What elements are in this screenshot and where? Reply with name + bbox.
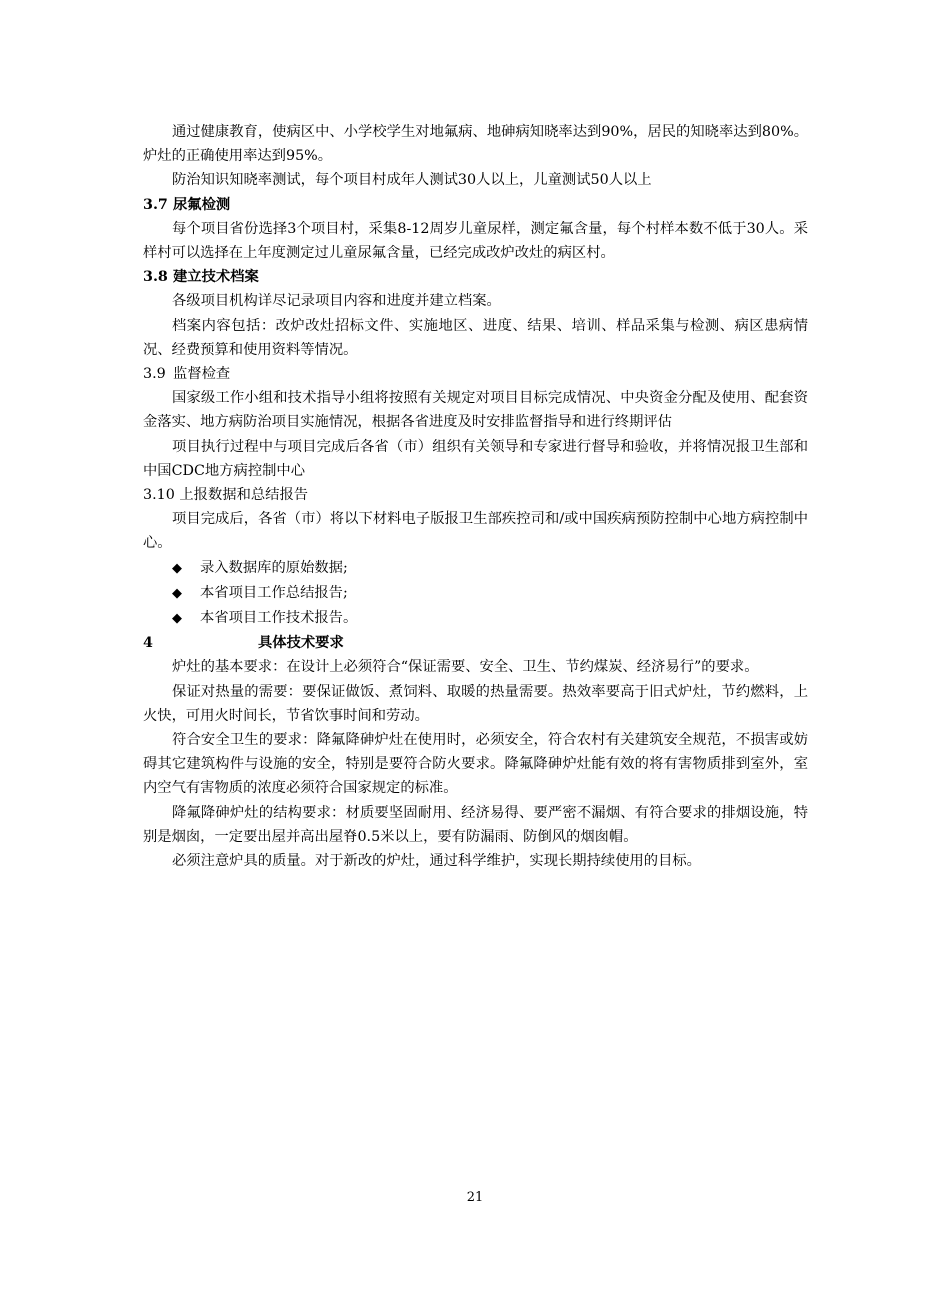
paragraph: 降氟降砷炉灶的结构要求：材质要坚固耐用、经济易得、要严密不漏烟、有符合要求的排烟设施，特别是烟囱，一定要出屋并高出屋脊0.5米以上，要有防漏雨、防倒风的烟囱帽。 — [143, 804, 808, 845]
diamond-bullet-icon: ◆ — [172, 611, 182, 627]
bullet-item — [143, 606, 808, 631]
section-title: 具体技术要求 — [258, 635, 344, 652]
paragraph: 通过健康教育，使病区中、小学校学生对地氟病、地砷病知晓率达到90%，居民的知晓率达到80%。炉灶的正确使用率达到95%。 — [143, 124, 808, 165]
section-number: 4 — [143, 635, 153, 652]
section-number: 3.8 — [143, 269, 168, 286]
paragraph: 炉灶的基本要求：在设计上必须符合“保证需要、安全、卫生、节约煤炭、经济易行”的要求。 — [172, 659, 759, 676]
paragraph: 符合安全卫生的要求：降氟降砷炉灶在使用时，必须安全，符合农村有关建筑安全规范，不损害或妨碍其它建筑构件与设施的安全，特别是要符合防火要求。降氟降砷炉灶能有效的将有害物质排到室外，室内空气有害物质的浓度必须符合国家规定的标准。 — [143, 732, 808, 797]
section-title: 建立技术档案 — [173, 269, 259, 286]
bullet-item — [143, 581, 808, 606]
diamond-bullet-icon: ◆ — [172, 560, 182, 576]
bullet-text: 录入数据库的原始数据; — [200, 559, 348, 576]
document-body — [143, 120, 808, 873]
paragraph: 档案内容包括：改炉改灶招标文件、实施地区、进度、结果、培训、样品采集与检测、病区患病情况、经费预算和使用资料等情况。 — [143, 317, 808, 358]
bullet-item — [143, 556, 808, 581]
section-heading-3-8 — [143, 265, 808, 289]
section-heading-3-9 — [143, 362, 808, 386]
paragraph: 项目执行过程中与项目完成后各省（市）组织有关领导和专家进行督导和验收，并将情况报卫生部和中国CDC地方病控制中心 — [143, 438, 808, 479]
section-heading-3-10: 3.10 上报数据和总结报告 — [143, 487, 309, 504]
paragraph: 国家级工作小组和技术指导小组将按照有关规定对项目目标完成情况、中央资金分配及使用、配套资金落实、地方病防治项目实施情况，根据各省进度及时安排监督指导和进行终期评估 — [143, 390, 808, 431]
paragraph: 必须注意炉具的质量。对于新改的炉灶，通过科学维护，实现长期持续使用的目标。 — [172, 853, 701, 870]
paragraph: 防治知识知晓率测试，每个项目村成年人测试30人以上，儿童测试50人以上 — [172, 172, 652, 189]
paragraph: 每个项目省份选择3个项目村，采集8-12周岁儿童尿样，测定氟含量，每个村样本数不低于30人。采样村可以选择在上年度测定过儿童尿氟含量，已经完成改炉改灶的病区村。 — [143, 220, 808, 262]
paragraph: 项目完成后，各省（市）将以下材料电子版报卫生部疾控司和/或中国疾病预防控制中心地方病控制中心。 — [143, 511, 808, 552]
section-number: 3.9 — [143, 366, 166, 383]
paragraph: 各级项目机构详尽记录项目内容和进度并建立档案。 — [172, 293, 501, 310]
section-title: 尿氟检测 — [173, 196, 231, 213]
diamond-bullet-icon: ◆ — [172, 585, 182, 601]
section-heading-4 — [143, 631, 808, 655]
bullet-text: 本省项目工作技术报告。 — [200, 610, 358, 627]
bullet-text: 本省项目工作总结报告; — [200, 584, 348, 601]
section-title: 监督检查 — [173, 366, 231, 383]
page-number: 21 — [466, 1190, 484, 1205]
section-heading-3-7 — [143, 193, 808, 217]
paragraph: 保证对热量的需要：要保证做饭、煮饲料、取暖的热量需要。热效率要高于旧式炉灶，节约燃料，上火快，可用火时间长，节省饮事时间和劳动。 — [143, 683, 808, 724]
section-number: 3.7 — [143, 196, 168, 213]
